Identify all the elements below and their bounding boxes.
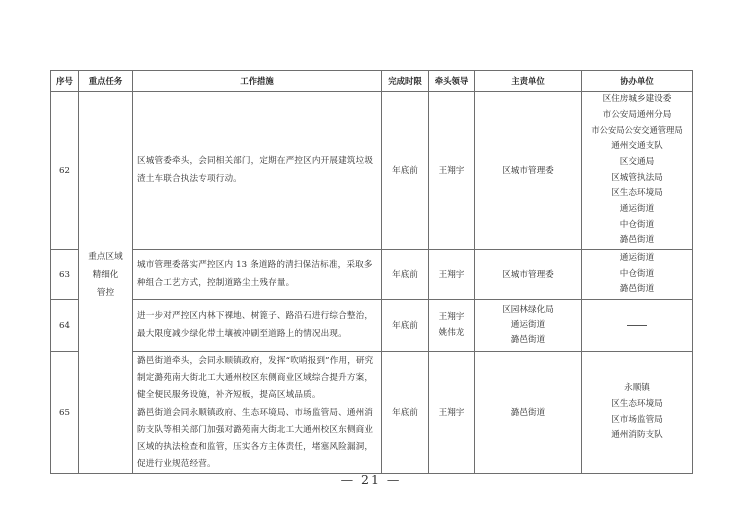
measure-cell: 区城管委牵头，会同相关部门，定期在严控区内开展建筑垃圾渣土车联合执法专项行动。 xyxy=(133,92,382,250)
table-row xyxy=(51,92,693,250)
page-number: — 21 — xyxy=(340,472,402,487)
assisting-cell: 区住房城乡建设委 市公安局通州分局 市公安局公安交通管理局 通州交通支队 区交通局 区城管执法局 区生态环境局 通运街道 中仓街道 潞邑街道 xyxy=(582,92,693,250)
deadline-cell: 年底前 xyxy=(382,300,429,352)
key-task-text: 重点区域 精细化 管控 xyxy=(88,252,123,298)
row-no: 64 xyxy=(51,300,79,352)
responsible-cell: 区城市管理委 xyxy=(475,250,582,300)
measure-cell: 潞邑街道牵头，会同永顺镇政府，发挥“吹哨报到”作用，研究制定潞苑南大街北工大通州校区东侧商业区域综合提升方案，健全便民服务设施，补齐短板，提高区域品质。 潞邑街道会同永顺镇政府、生态环境局、市场监管局、通州消防支队等相关部门加强对潞苑南大街北工大通州校区东侧商业区域的执法检查和监管，压实各方主体责任，堵塞风险漏洞，促进行业规范经营。 xyxy=(133,352,382,474)
leader-cell: 王翔宇 xyxy=(429,92,475,250)
responsible-cell: 潞邑街道 xyxy=(475,352,582,474)
assisting-cell xyxy=(582,300,693,352)
leader-cell: 王翔宇 姚伟龙 xyxy=(429,300,475,352)
key-task-cell xyxy=(79,92,133,474)
table-row xyxy=(51,300,693,352)
table-row xyxy=(51,352,693,474)
responsible-cell: 区园林绿化局 通运街道 潞邑街道 xyxy=(475,300,582,352)
row-no: 62 xyxy=(51,92,79,250)
task-table xyxy=(50,70,693,474)
header-deadline: 完成时限 xyxy=(382,71,429,92)
assisting-cell: 通运街道 中仓街道 潞邑街道 xyxy=(582,250,693,300)
row-no: 63 xyxy=(51,250,79,300)
deadline-cell: 年底前 xyxy=(382,250,429,300)
row-no: 65 xyxy=(51,352,79,474)
leader-cell: 王翔宇 xyxy=(429,250,475,300)
empty-dash xyxy=(627,325,647,326)
header-measure: 工作措施 xyxy=(133,71,382,92)
leader-cell: 王翔宇 xyxy=(429,352,475,474)
table-row xyxy=(51,250,693,300)
measure-cell: 进一步对严控区内林下裸地、树篦子、路沿石进行综合整治，最大限度减少绿化带土壤被冲刷至道路上的情况出现。 xyxy=(133,300,382,352)
table-header-row xyxy=(51,71,693,92)
responsible-cell: 区城市管理委 xyxy=(475,92,582,250)
assisting-cell: 永顺镇 区生态环境局 区市场监管局 通州消防支队 xyxy=(582,352,693,474)
deadline-cell: 年底前 xyxy=(382,92,429,250)
deadline-cell: 年底前 xyxy=(382,352,429,474)
header-leader: 牵头领导 xyxy=(429,71,475,92)
header-no: 序号 xyxy=(51,71,79,92)
measure-cell: 城市管理委落实严控区内 13 条道路的清扫保洁标准，采取多种组合工艺方式，控制道路尘土残存量。 xyxy=(133,250,382,300)
header-assisting: 协办单位 xyxy=(582,71,693,92)
header-key-task: 重点任务 xyxy=(79,71,133,92)
header-responsible: 主责单位 xyxy=(475,71,582,92)
